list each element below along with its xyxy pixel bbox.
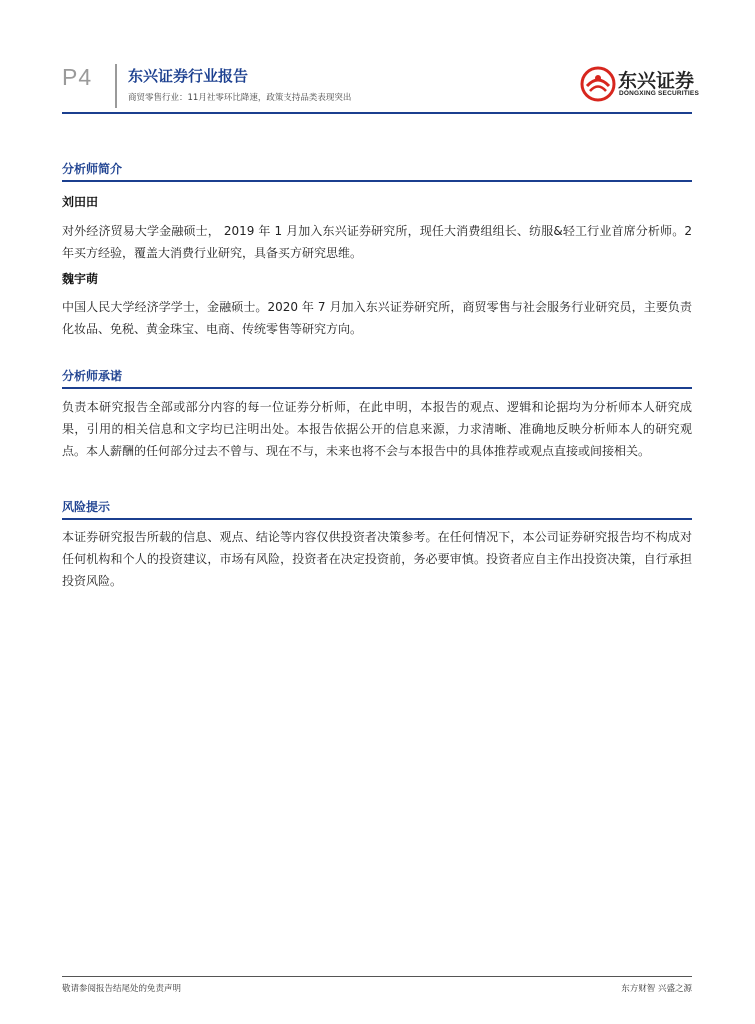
dongxing-logo-icon <box>580 66 616 102</box>
analyst-bio: 对外经济贸易大学金融硕士， 2019 年 1 月加入东兴证券研究所，现任大消费组组长、纺服&轻工行业首席分析师。2 年买方经验，覆盖大消费行业研究，具备买方研究思维。 <box>62 224 692 260</box>
section-heading-analyst-intro: 分析师简介 <box>62 162 123 176</box>
footer-slogan: 东方财智 兴盛之源 <box>621 984 692 994</box>
report-subtitle: 商贸零售行业：11月社零环比降速，政策支持品类表现突出 <box>128 93 352 103</box>
logo-english-name: DONGXING SECURITIES <box>619 90 700 97</box>
section-rule <box>62 180 692 182</box>
company-logo <box>580 66 700 102</box>
section-heading-risk-notice: 风险提示 <box>62 500 111 514</box>
page-number: P4 <box>62 64 93 90</box>
header-rule <box>62 112 692 114</box>
section-heading-analyst-pledge: 分析师承诺 <box>62 369 123 383</box>
footer-disclaimer-note: 敬请参阅报告结尾处的免责声明 <box>62 984 182 994</box>
footer-rule <box>62 976 692 977</box>
analyst-bio: 中国人民大学经济学学士，金融硕士。2020 年 7 月加入东兴证券研究所，商贸零售与社会服务行业研究员，主要负责化妆品、免税、黄金珠宝、电商、传统零售等研究方向。 <box>62 300 692 336</box>
section-rule <box>62 518 692 520</box>
analyst-name: 刘田田 <box>62 195 99 209</box>
report-brand-title: 东兴证券行业报告 <box>128 67 249 85</box>
risk-text: 本证券研究报告所载的信息、观点、结论等内容仅供投资者决策参考。在任何情况下，本公司证券研究报告均不构成对任何机构和个人的投资建议，市场有风险，投资者在决定投资前，务必要审慎。投资者应自主作出投资决策，自行承担投资风险。 <box>62 530 692 588</box>
analyst-name: 魏宇萌 <box>62 272 99 286</box>
logo-chinese-name: 东兴证券 <box>618 70 695 92</box>
section-rule <box>62 387 692 389</box>
header-divider <box>115 64 117 108</box>
pledge-text: 负责本研究报告全部或部分内容的每一位证券分析师，在此申明，本报告的观点、逻辑和论据均为分析师本人研究成果，引用的相关信息和文字均已注明出处。本报告依据公开的信息来源，力求清晰、准确地反映分析师本人的研究观点。本人薪酬的任何部分过去不曾与、现在不与，未来也将不会与本报告中的具体推荐或观点直接或间接相关。 <box>62 400 692 458</box>
